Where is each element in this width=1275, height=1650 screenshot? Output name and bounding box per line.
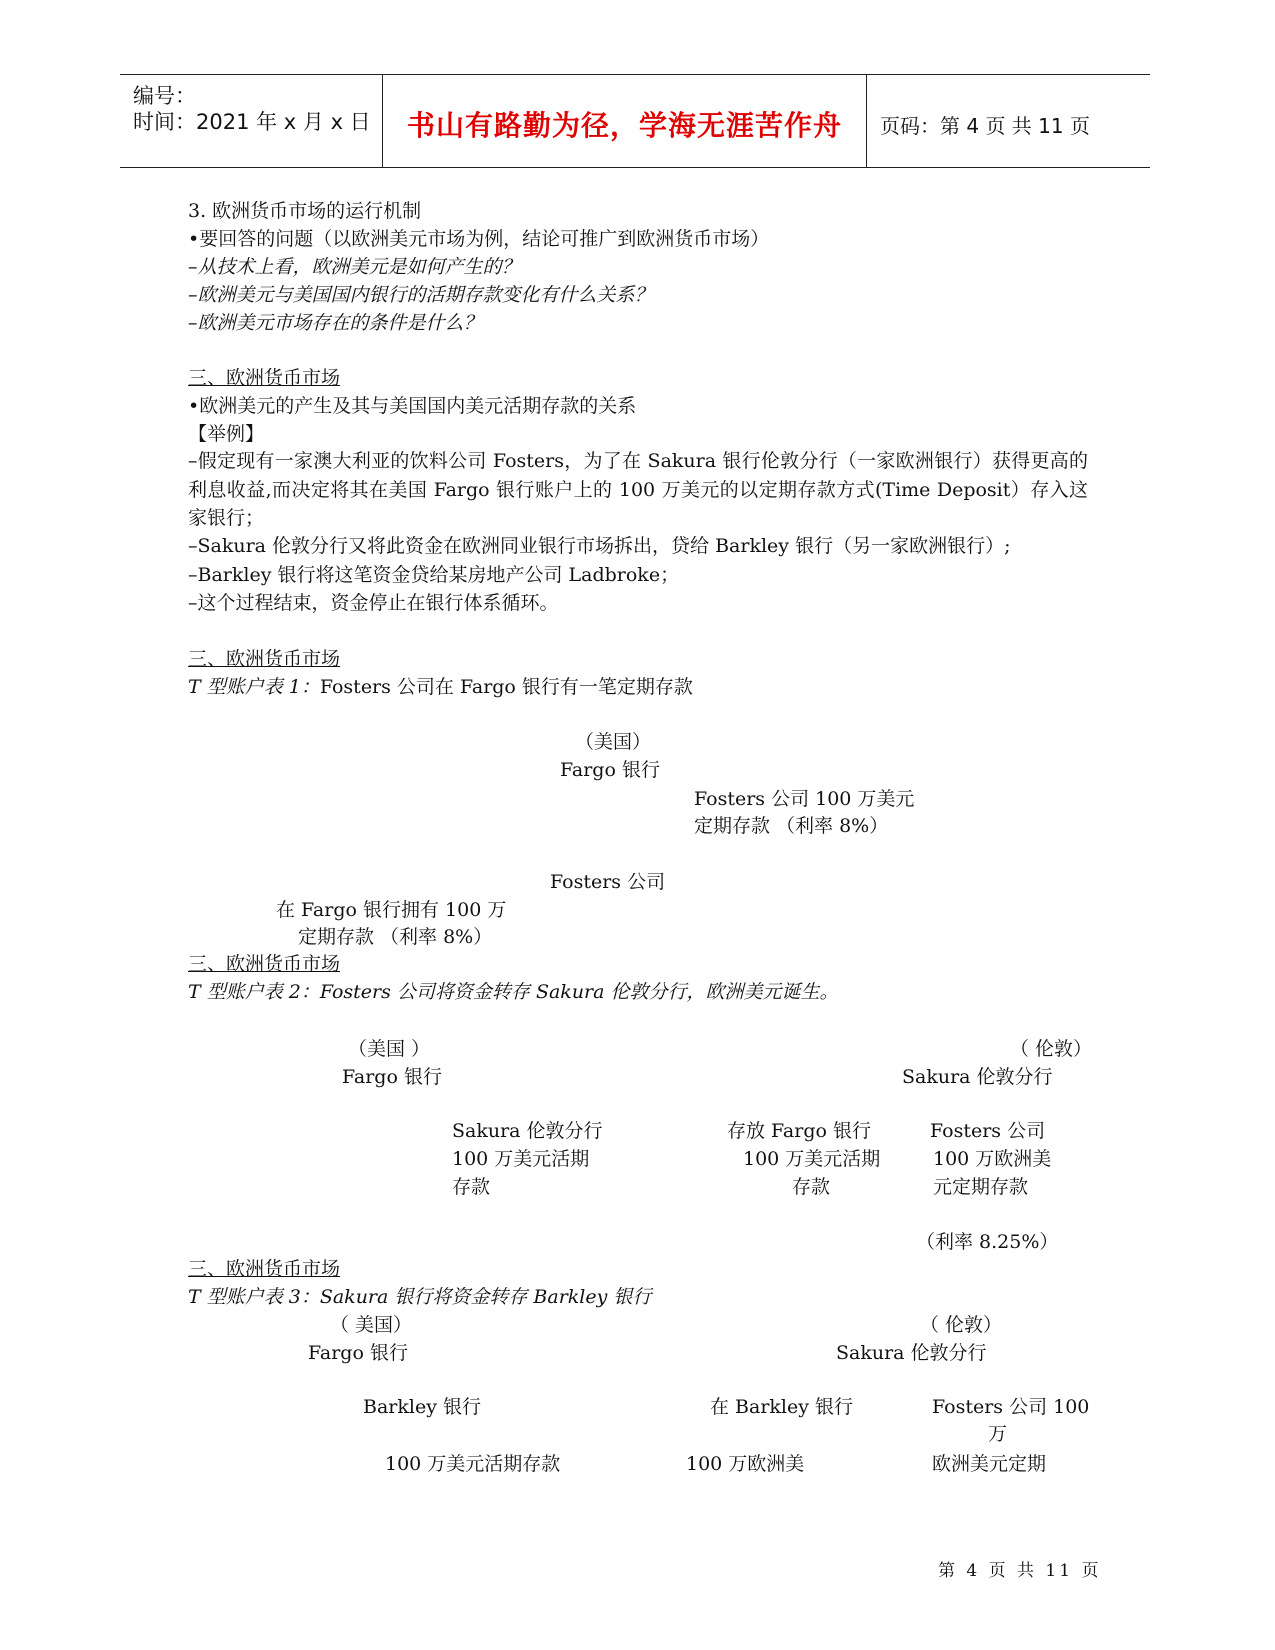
table2-right-country: （ 伦敦） xyxy=(1010,1038,1093,1060)
table2-right-rate: （利率 8.25%） xyxy=(916,1231,1059,1253)
table2-left-bank: Fargo 银行 xyxy=(342,1066,442,1088)
table2-left-liability-1: Sakura 伦敦分行 xyxy=(452,1120,603,1142)
table2-heading: 三、欧洲货币市场 xyxy=(188,953,341,975)
table1-liability-line2: 定期存款 （利率 8%） xyxy=(694,815,889,837)
table1-bank: Fargo 银行 xyxy=(560,759,660,781)
table2-right-asset-2: 100 万美元活期 xyxy=(743,1148,881,1170)
header-top-rule xyxy=(120,74,1150,75)
section-title: 3. 欧洲货币市场的运行机制 xyxy=(188,200,422,222)
table1-country: （美国） xyxy=(575,731,652,753)
table2-right-asset-3: 存款 xyxy=(792,1176,831,1198)
table2-right-liability-3: 元定期存款 xyxy=(933,1176,1029,1198)
example-paragraph-1: –假定现有一家澳大利亚的饮料公司 Fosters，为了在 Sakura 银行伦敦分行（一家欧洲银行）获得更高的利息收益,而决定将其在美国 Fargo 银行账户上的 100 万美元的以定期存款方式(Time Deposit）存入这家银行； xyxy=(188,450,1088,529)
questions-intro: •要回答的问题（以欧洲美元市场为例，结论可推广到欧洲货币市场） xyxy=(188,228,770,250)
table3-right-asset-1: 在 Barkley 银行 xyxy=(710,1396,854,1418)
question-3: –欧洲美元市场存在的条件是什么？ xyxy=(188,312,483,334)
bullet-text: •欧洲美元的产生及其与美国国内美元活期存款的关系 xyxy=(188,395,637,417)
table2-left-liability-2: 100 万美元活期 xyxy=(452,1148,590,1170)
header-number-label: 编号： xyxy=(133,84,196,108)
table1-heading: 三、欧洲货币市场 xyxy=(188,648,341,670)
table3-left-country: （ 美国） xyxy=(330,1314,413,1336)
table1-liability-line1: Fosters 公司 100 万美元 xyxy=(694,788,915,810)
header-bottom-rule xyxy=(120,167,1150,168)
table2-right-asset-1: 存放 Fargo 银行 xyxy=(727,1120,871,1142)
header-divider-right xyxy=(866,75,867,168)
table3-right-liability-1: Fosters 公司 100 xyxy=(932,1396,1090,1418)
table2-right-bank: Sakura 伦敦分行 xyxy=(902,1066,1053,1088)
header-page-info: 页码：第 4 页 共 11 页 xyxy=(880,114,1090,138)
section-heading: 三、欧洲货币市场 xyxy=(188,367,341,389)
table2-left-country: （美国 ） xyxy=(348,1038,431,1060)
table3-left-liability-2: 100 万美元活期存款 xyxy=(385,1453,561,1475)
table1-caption-label: T 型账户表 1： xyxy=(188,676,320,698)
header-motto: 书山有路勤为径，学海无涯苦作舟 xyxy=(407,109,843,142)
table1-asset-line2: 定期存款 （利率 8%） xyxy=(298,926,493,948)
header-time-label: 时间：2021 年 x 月 x 日 xyxy=(133,110,371,134)
header-divider-left xyxy=(382,75,383,168)
question-1: –从技术上看，欧洲美元是如何产生的？ xyxy=(188,256,521,278)
table3-caption: T 型账户表 3：Sakura 银行将资金转存 Barkley 银行 xyxy=(188,1286,652,1308)
table3-right-liability-1b: 万 xyxy=(988,1423,1008,1445)
table3-left-liability-1: Barkley 银行 xyxy=(363,1396,481,1418)
table2-right-liability-2: 100 万欧洲美 xyxy=(933,1148,1052,1170)
page-footer: 第 4 页 共 11 页 xyxy=(938,1561,1102,1581)
table3-right-liability-2: 欧洲美元定期 xyxy=(932,1453,1047,1475)
table3-left-bank: Fargo 银行 xyxy=(308,1342,408,1364)
question-2: –欧洲美元与美国国内银行的活期存款变化有什么关系？ xyxy=(188,284,654,306)
table3-right-bank: Sakura 伦敦分行 xyxy=(836,1342,987,1364)
table3-right-asset-2: 100 万欧洲美 xyxy=(686,1453,805,1475)
table2-right-liability-1: Fosters 公司 xyxy=(930,1120,1046,1142)
table2-caption: T 型账户表 2：Fosters 公司将资金转存 Sakura 伦敦分行，欧洲美元诞生。 xyxy=(188,981,839,1003)
example-label: 【举例】 xyxy=(188,423,265,445)
example-paragraph-3: –Barkley 银行将这笔资金贷给某房地产公司 Ladbroke； xyxy=(188,564,680,586)
table1-company: Fosters 公司 xyxy=(550,871,666,893)
table1-asset-line1: 在 Fargo 银行拥有 100 万 xyxy=(276,899,507,921)
example-paragraph-2: –Sakura 伦敦分行又将此资金在欧洲同业银行市场拆出，贷给 Barkley 银行（另一家欧洲银行）; xyxy=(188,535,1011,557)
table3-right-country: （ 伦敦） xyxy=(920,1314,1003,1336)
table1-caption xyxy=(188,673,693,701)
table2-left-liability-3: 存款 xyxy=(452,1176,491,1198)
table3-heading: 三、欧洲货币市场 xyxy=(188,1258,341,1280)
table1-caption-text: Fosters 公司在 Fargo 银行有一笔定期存款 xyxy=(319,676,693,698)
example-paragraph-4: –这个过程结束，资金停止在银行体系循环。 xyxy=(188,592,559,614)
